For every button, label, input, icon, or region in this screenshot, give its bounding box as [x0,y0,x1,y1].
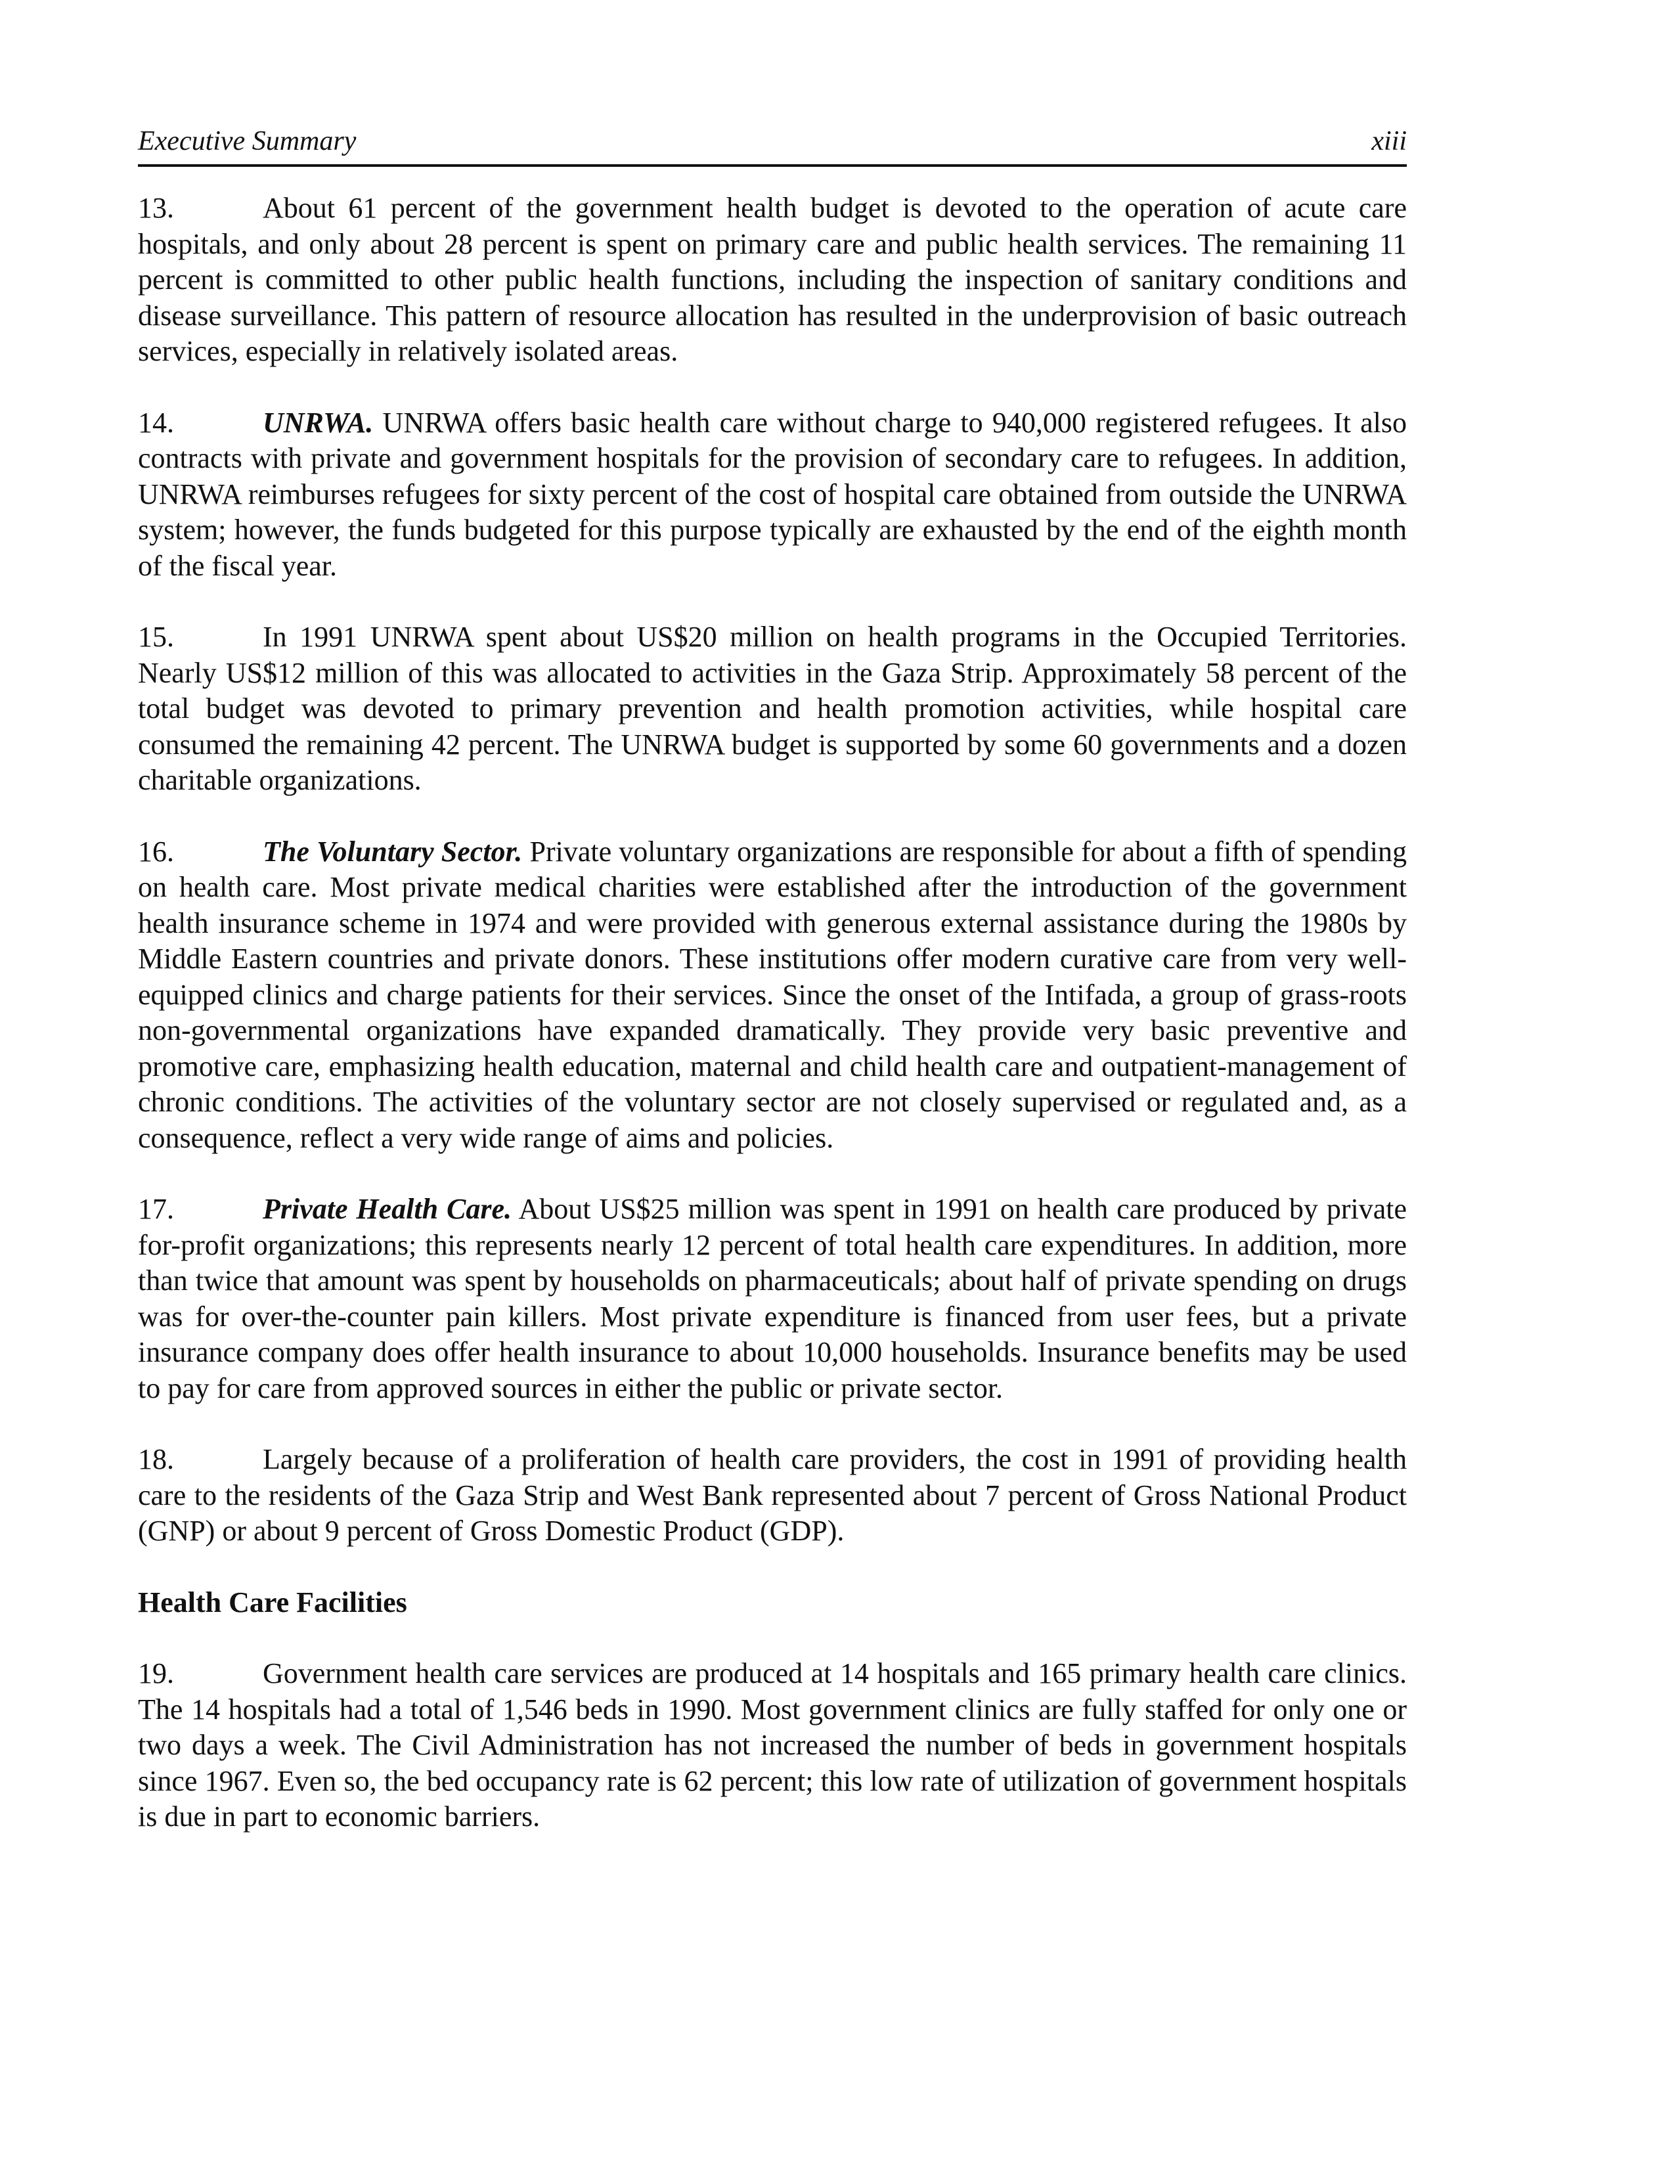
paragraph-text: In 1991 UNRWA spent about US$20 million on health programs in the Occupied Territories. Nearly US$12 million of this was allocated to activities in the Gaza Strip. Approximately 58 percent of the total budget was devoted to primary prevention and health promotion activities, while hospital care consumed the remaining 42 percent. The UNRWA budget is supported by some 60 governments and a dozen charitable organizations. [138,621,1407,796]
paragraph-number: 17. [138,1193,174,1225]
paragraph-number: 19. [138,1657,174,1689]
section-heading: Health Care Facilities [138,1586,407,1618]
paragraph-text: Largely because of a proliferation of health care providers, the cost in 1991 of providing health care to the residents of the Gaza Strip and West Bank represented about 7 percent of Gross National Product (GNP) or about 9 percent of Gross Domestic Product (GDP). [138,1443,1407,1547]
paragraph-18 [138,1442,1407,1549]
paragraph-text: UNRWA offers basic health care without charge to 940,000 registered refugees. It also contracts with private and government hospitals for the provision of secondary care to refugees. In addition, UNRWA reimburses refugees for sixty percent of the cost of hospital care obtained from outside the UNRWA system; however, the funds budgeted for this purpose typically are exhausted by the end of the eighth month of the fiscal year. [138,406,1407,582]
running-header [138,122,1407,160]
paragraph-lead-unrwa: UNRWA. [263,406,374,439]
paragraph-text: Government health care services are produced at 14 hospitals and 165 primary health care clinics. The 14 hospitals had a total of 1,546 beds in 1990. Most government clinics are fully staffed for only one or two days a week. The Civil Administration has not increased the number of beds in government hospitals since 1967. Even so, the bed occupancy rate is 62 percent; this low rate of utilization of government hospitals is due in part to economic barriers. [138,1657,1407,1833]
document-body [138,190,1407,1871]
paragraph-number: 15. [138,621,174,653]
paragraph-number: 14. [138,406,174,439]
paragraph-number: 16. [138,835,174,868]
paragraph-16 [138,834,1407,1157]
page-number: xiii [1371,126,1407,156]
paragraph-17 [138,1192,1407,1406]
header-rule [138,164,1407,167]
paragraph-number: 13. [138,192,174,224]
paragraph-lead-voluntary-sector: The Voluntary Sector. [263,835,523,868]
section-title: Executive Summary [138,126,357,156]
paragraph-14 [138,405,1407,585]
paragraph-15 [138,619,1407,799]
paragraph-text: About 61 percent of the government health budget is devoted to the operation of acute care hospitals, and only about 28 percent is spent on primary care and public health services. The remaining 11 percent is committed to other public health functions, including the inspection of sanitary conditions and disease surveillance. This pattern of resource allocation has resulted in the underprovision of basic outreach services, especially in relatively isolated areas. [138,192,1407,367]
paragraph-text: Private voluntary organizations are responsible for about a fifth of spending on health care. Most private medical charities were established after the introduction of the government health insurance scheme in 1974 and were provided with generous external assistance during the 1980s by Middle Eastern countries and private donors. These institutions offer modern curative care from very well-equipped clinics and charge patients for their services. Since the onset of the Intifada, a group of grass-roots non-governmental organizations have expanded dramatically. They provide very basic preventive and promotive care, emphasizing health education, maternal and child health care and outpatient-management of chronic conditions. The activities of the voluntary sector are not closely supervised or regulated and, as a consequence, reflect a very wide range of aims and policies. [138,835,1407,1154]
paragraph-13 [138,190,1407,370]
paragraph-lead-private-health-care: Private Health Care. [263,1193,512,1225]
paragraph-number: 18. [138,1443,174,1475]
paragraph-19 [138,1656,1407,1835]
paragraph-text: About US$25 million was spent in 1991 on health care produced by private for-profit organizations; this represents nearly 12 percent of total health care expenditures. In addition, more than twice that amount was spent by households on pharmaceuticals; about half of private spending on drugs was for over-the-counter pain killers. Most private expenditure is financed from user fees, but a private insurance company does offer health insurance to about 10,000 households. Insurance benefits may be used to pay for care from approved sources in either the public or private sector. [138,1193,1407,1404]
